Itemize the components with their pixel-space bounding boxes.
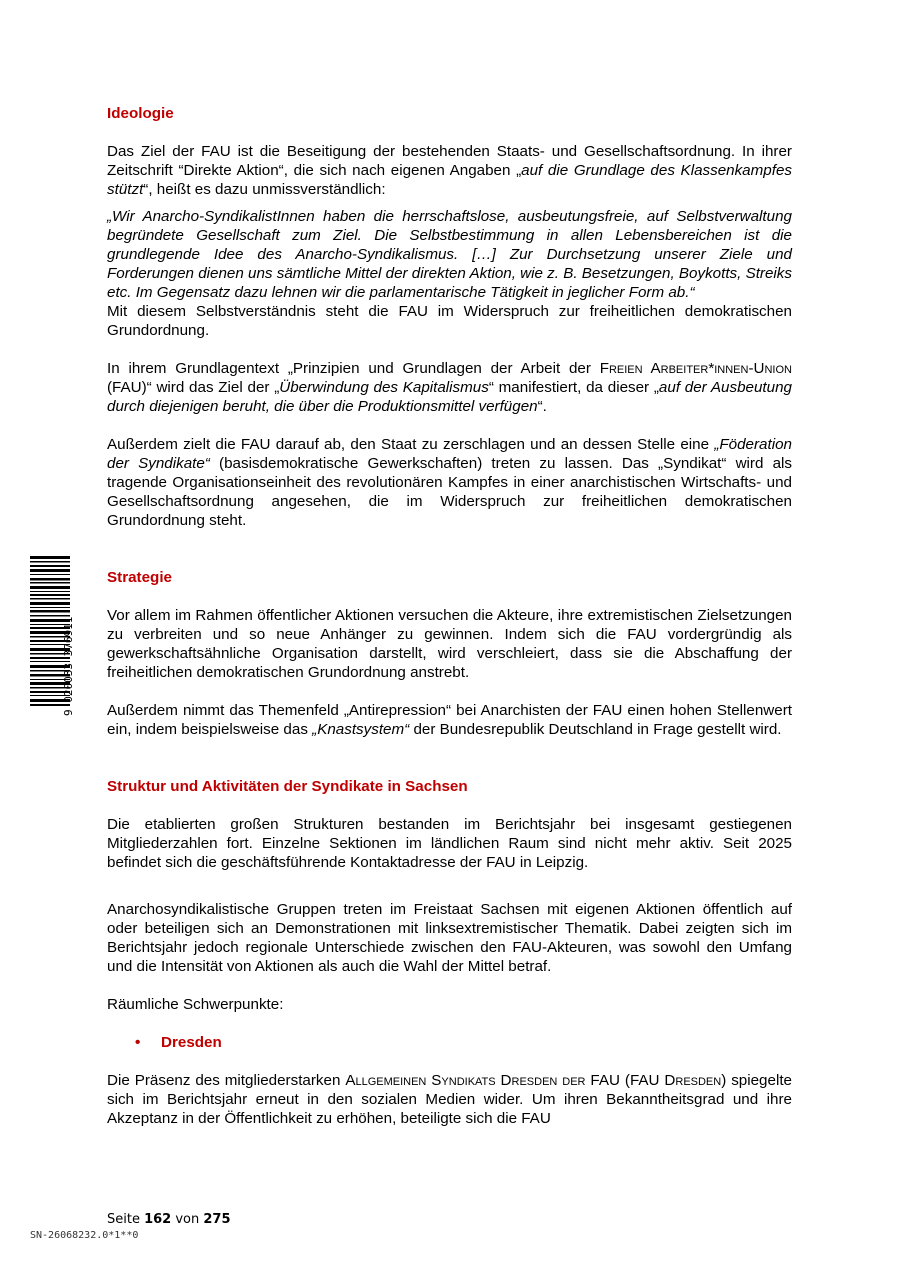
struktur-paragraph-4 [107, 1071, 792, 1128]
page-total: 275 [203, 1212, 231, 1227]
heading-struktur: Struktur und Aktivitäten der Syndikate in Sachsen [107, 778, 468, 795]
document-id: SN-26068232.0*1**0 [30, 1230, 139, 1241]
page-footer [107, 1212, 231, 1227]
text: “ manifestiert, da dieser „ [488, 379, 659, 396]
text: der Bundesrepublik Deutschland in Frage gestellt wird. [409, 721, 782, 738]
struktur-paragraph-2: Anarchosyndikalistische Gruppen treten im Freistaat Sachsen mit eigenen Aktionen öffentlich auf oder beteiligen sich an Demonstrationen mit linksextremistischer Thematik. Dabei zeigten sich im Berichtsjahr jedoch regionale Unterschiede zwischen den FAU-Akteuren, was sowohl den Umfang und die Intensität von Aktionen als auch die Wahl der Mittel betraf. [107, 901, 792, 975]
text: Außerdem nimmt das Themenfeld „Antirepression“ bei Anarchisten der FAU einen hohen Stellenwert ein, indem beispielsweise das [107, 702, 792, 738]
strategie-paragraph-2 [107, 701, 792, 739]
organization-name: Freien Arbeiter*innen-Union [599, 360, 792, 377]
organization-name: Dresden [664, 1072, 722, 1089]
text-emphasis: Überwindung des Kapitalismus [279, 379, 489, 396]
text: (FAU)“ wird das Ziel der „ [107, 379, 280, 396]
strategie-paragraph-1: Vor allem im Rahmen öffentlicher Aktionen versuchen die Akteure, ihre extremistischen Zielsetzungen zu verbreiten und so neue Anhänger zu gewinnen. Indem sich die FAU vordergründig als gewerkschaftsähnliche Organisation darstellt, wird verschleiert, dass sie die Abschaffung der freiheitlichen demokratischen Grundordnung anstrebt. [107, 607, 792, 681]
barcode-number: 9 020033 376911 [62, 616, 75, 716]
struktur-paragraph-1: Die etablierten großen Strukturen bestanden im Berichtsjahr bei insgesamt gestiegenen Mitgliederzahlen fort. Einzelne Sektionen im ländlichen Raum sind nicht mehr aktiv. Seit 2025 befindet sich die geschäftsführende Kontaktadresse der FAU in Leipzig. [107, 816, 792, 871]
text-emphasis: „Föderation der Syndikate“ [107, 436, 792, 472]
ideologie-quote-after: Mit diesem Selbstverständnis steht die FAU im Widerspruch zur freiheitlichen demokratischen Grundordnung. [107, 303, 792, 339]
heading-strategie: Strategie [107, 569, 172, 586]
text: (basisdemokratische Gewerkschaften) treten zu lassen. Das „Syndikat“ wird als tragende Organisationseinheit des revolutionären Kampfes in einer anarchistischen Wirtschafts- und Gesellschaftsordnung angesehen, die im Widerspruch zur freiheitlichen demokratischen Grundordnung steht. [107, 455, 792, 529]
page-content [107, 104, 792, 1128]
ideologie-paragraph-1 [107, 142, 792, 199]
text: FAU (FAU [585, 1072, 665, 1089]
ideologie-paragraph-3 [107, 435, 792, 530]
text: “. [537, 398, 547, 415]
page-number: 162 [144, 1212, 172, 1227]
text: In ihrem Grundlagentext „Prinzipien und Grundlagen der Arbeit der [107, 360, 600, 377]
page-label: Seite [107, 1212, 145, 1227]
page-separator: von [171, 1212, 204, 1227]
organization-name: Allgemeinen Syndikats Dresden der [345, 1072, 586, 1089]
struktur-paragraph-3: Räumliche Schwerpunkte: [107, 996, 284, 1013]
text-emphasis: „Knastsystem“ [312, 721, 410, 738]
text: Das Ziel der FAU ist die Beseitigung der bestehenden Staats- und Gesellschaftsordnung. In ihrer Zeitschrift “Direkte Aktion“, die sich nach eigenen Angaben „ [107, 143, 792, 179]
text: Außerdem zielt die FAU darauf ab, den Staat zu zerschlagen und an dessen Stelle eine [107, 436, 715, 453]
text-emphasis: auf die Grundlage des Klassenkampfes stützt [107, 162, 792, 198]
ideologie-quote [107, 207, 792, 302]
text: “, heißt es dazu unmissverständlich: [143, 181, 386, 198]
ideologie-paragraph-2 [107, 359, 792, 416]
list-item-label: Dresden [161, 1034, 222, 1051]
bullet-icon: • [135, 1034, 141, 1051]
heading-ideologie: Ideologie [107, 105, 174, 122]
text-emphasis: auf der Ausbeutung durch diejenigen beruht, die über die Produktionsmittel verfügen [107, 379, 792, 415]
quote-text: „Wir Anarcho-SyndikalistInnen haben die herrschaftslose, ausbeutungsfreie, auf Selbstverwaltung begründete Gesellschaft zum Ziel. Die Selbstbestimmung in allen Lebensbereichen ist die grundlegende Idee des Anarcho-Syndikalismus. […] Zur Durchsetzung unserer Ziele und Forderungen dienen uns sämtliche Mittel der direkten Aktion, wie z. B. Besetzungen, Boykotts, Streiks etc. Im Gegensatz dazu lehnen wir die parlamentarische Tätigkeit in jeglicher Form ab.“ [107, 208, 792, 301]
text: Die Präsenz des mitgliederstarken [107, 1072, 346, 1089]
text: ) spiegelte sich im Berichtsjahr erneut in den sozialen Medien wider. Um ihren Bekanntheitsgrad und ihre Akzeptanz in der Öffentlichkeit zu erhöhen, beteiligte sich die FAU [107, 1072, 792, 1127]
list-item-dresden [135, 1033, 792, 1052]
